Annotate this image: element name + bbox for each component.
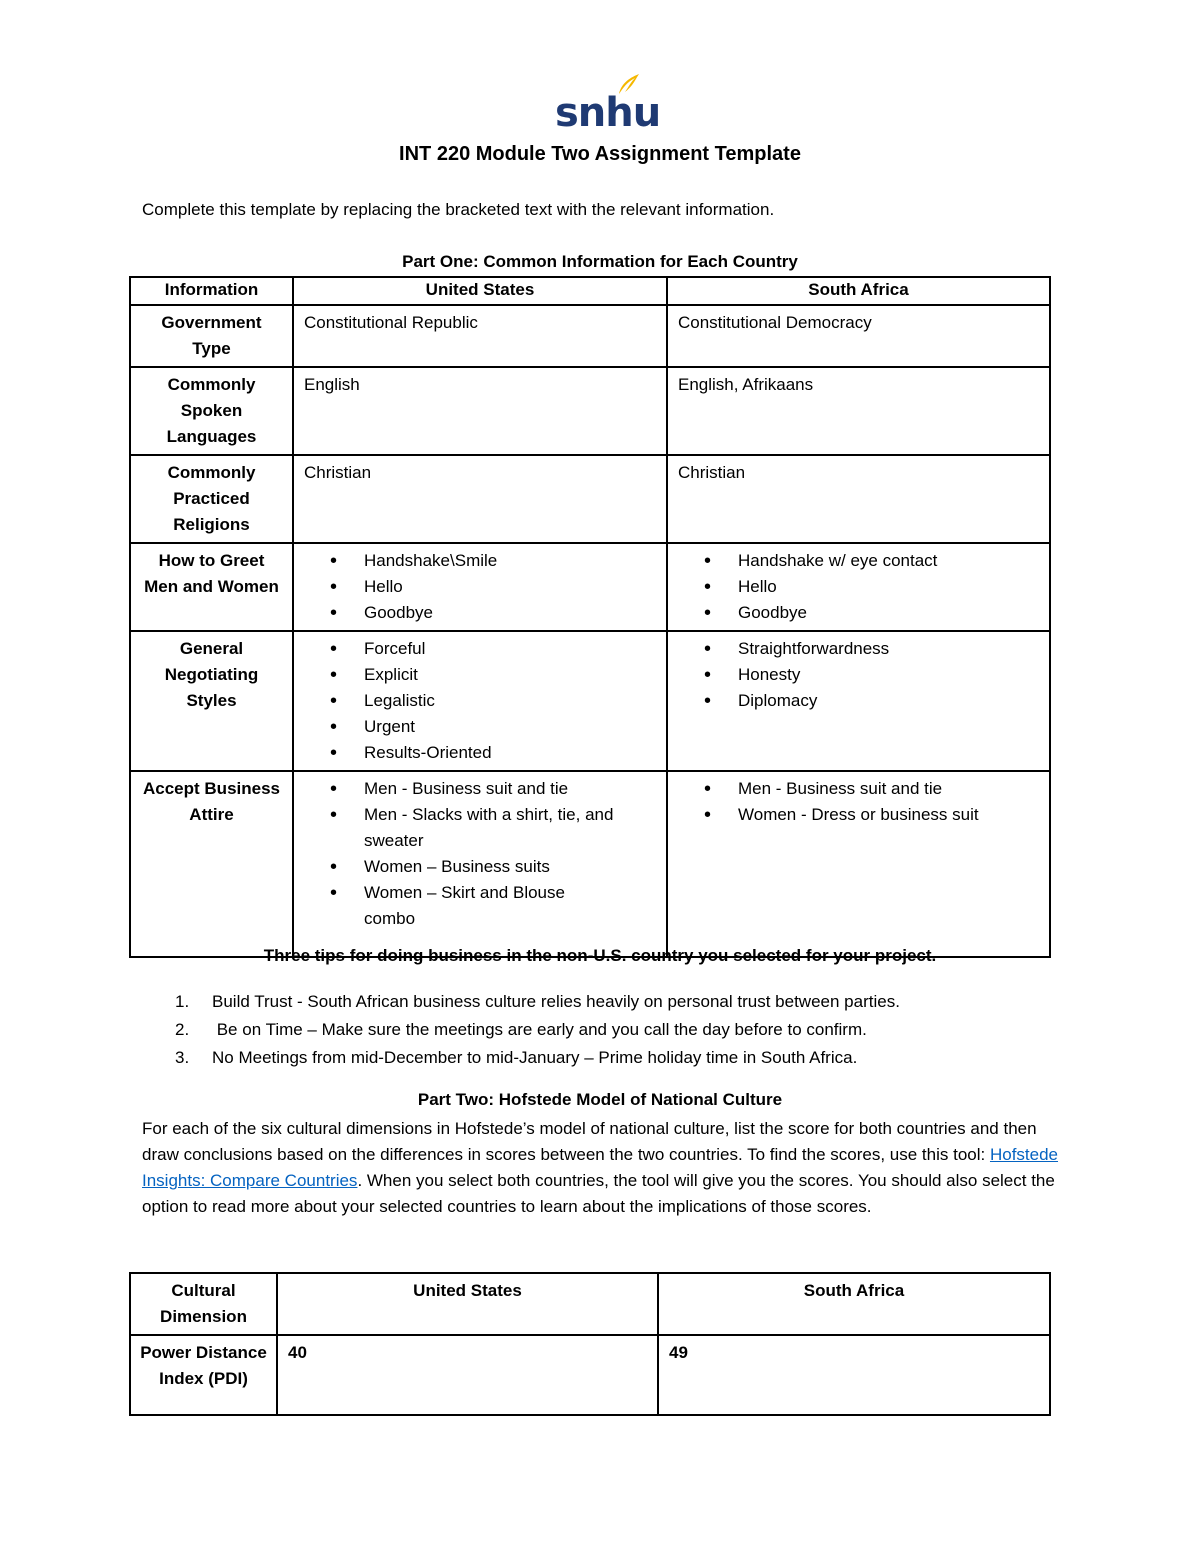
list-item: • Men - Business suit and tie — [738, 776, 1039, 802]
cell-us: Christian — [293, 455, 667, 543]
list-item: • Men - Business suit and tie — [364, 776, 656, 802]
row-label: General Negotiating Styles — [130, 631, 293, 771]
list-number: 1. — [175, 992, 190, 1011]
row-label: Commonly Spoken Languages — [130, 367, 293, 455]
header-south-africa: South Africa — [658, 1273, 1050, 1335]
snhu-logo — [555, 72, 661, 136]
list-item — [142, 1044, 900, 1072]
header-cultural-dimension: Cultural Dimension — [130, 1273, 277, 1335]
part-one-table — [129, 276, 1051, 958]
table-row — [130, 771, 1050, 957]
list-number: 2. — [175, 1020, 190, 1039]
tip-text: Build Trust - South African business culture relies heavily on personal trust between parties. — [212, 992, 900, 1011]
list-item: • Honesty — [738, 662, 1039, 688]
list-item: • Goodbye — [364, 600, 656, 626]
list-item: • Urgent — [364, 714, 656, 740]
paragraph-text: . When you select both countries, the tool will give you the scores. You should also select the option to read more about your selected countries to learn about the implications of those scores. — [142, 1171, 1055, 1216]
header-united-states: United States — [277, 1273, 658, 1335]
row-label: Power Distance Index (PDI) — [130, 1335, 277, 1415]
header-united-states: United States — [293, 277, 667, 305]
cell-us — [293, 631, 667, 771]
list-item — [142, 1016, 900, 1044]
row-label: How to Greet Men and Women — [130, 543, 293, 631]
list-item: • Men - Slacks with a shirt, tie, and sweater — [364, 802, 624, 854]
cell-us — [293, 543, 667, 631]
paragraph-text: For each of the six cultural dimensions in Hofstede’s model of national culture, list the score for both countries and then draw conclusions based on the differences in scores between the two countries. To find the scores, use this tool: — [142, 1119, 1037, 1164]
list-number: 3. — [175, 1048, 190, 1067]
list-item: • Straightforwardness — [738, 636, 1039, 662]
list-item: • Diplomacy — [738, 688, 1039, 714]
cell-sa: English, Afrikaans — [667, 367, 1050, 455]
header-information: Information — [130, 277, 293, 305]
cell-sa — [667, 543, 1050, 631]
tips-list — [142, 988, 900, 1072]
list-item: • Women - Dress or business suit — [738, 802, 1039, 828]
list-item: • Women – Business suits — [364, 854, 656, 880]
row-label: Accept Business Attire — [130, 771, 293, 957]
table-row — [130, 543, 1050, 631]
table-row — [130, 367, 1050, 455]
hofstede-link[interactable]: Hofstede Insights: Compare Countries — [142, 1145, 1059, 1190]
tips-heading: Three tips for doing business in the non-U.S. country you selected for your project. — [263, 946, 937, 965]
part-two-table — [129, 1272, 1051, 1416]
cell-sa — [667, 771, 1050, 957]
list-item: • Legalistic — [364, 688, 656, 714]
part-two-paragraph — [142, 1116, 1062, 1220]
cell-us: English — [293, 367, 667, 455]
list-item: • Women – Skirt and Blouse combo — [364, 880, 604, 932]
row-label: Commonly Practiced Religions — [130, 455, 293, 543]
row-label: Government Type — [130, 305, 293, 367]
intro-text: Complete this template by replacing the bracketed text with the relevant information. — [142, 200, 775, 219]
table-row — [130, 305, 1050, 367]
header-south-africa: South Africa — [667, 277, 1050, 305]
list-item: • Forceful — [364, 636, 656, 662]
list-item: • Handshake\Smile — [364, 548, 656, 574]
table-row — [130, 455, 1050, 543]
list-item: • Handshake w/ eye contact — [738, 548, 1039, 574]
cell-sa: Constitutional Democracy — [667, 305, 1050, 367]
cell-sa — [667, 631, 1050, 771]
list-item: • Hello — [738, 574, 1039, 600]
cell-us — [293, 771, 667, 957]
cell-us: 40 — [277, 1335, 658, 1415]
table-row — [130, 631, 1050, 771]
tip-text: Be on Time – Make sure the meetings are early and you call the day before to confirm. — [212, 1020, 867, 1039]
tip-text: No Meetings from mid-December to mid-January – Prime holiday time in South Africa. — [212, 1048, 858, 1067]
logo-text: snhu — [555, 90, 661, 136]
part-two-heading: Part Two: Hofstede Model of National Culture — [417, 1090, 783, 1109]
cell-sa: Christian — [667, 455, 1050, 543]
part-one-heading: Part One: Common Information for Each Country — [402, 252, 798, 271]
list-item: • Goodbye — [738, 600, 1039, 626]
list-item: • Results-Oriented — [364, 740, 656, 766]
cell-sa: 49 — [658, 1335, 1050, 1415]
list-item: • Hello — [364, 574, 656, 600]
cell-us: Constitutional Republic — [293, 305, 667, 367]
document-title: INT 220 Module Two Assignment Template — [399, 143, 801, 165]
list-item: • Explicit — [364, 662, 656, 688]
table-row — [130, 1335, 1050, 1415]
list-item — [142, 988, 900, 1016]
